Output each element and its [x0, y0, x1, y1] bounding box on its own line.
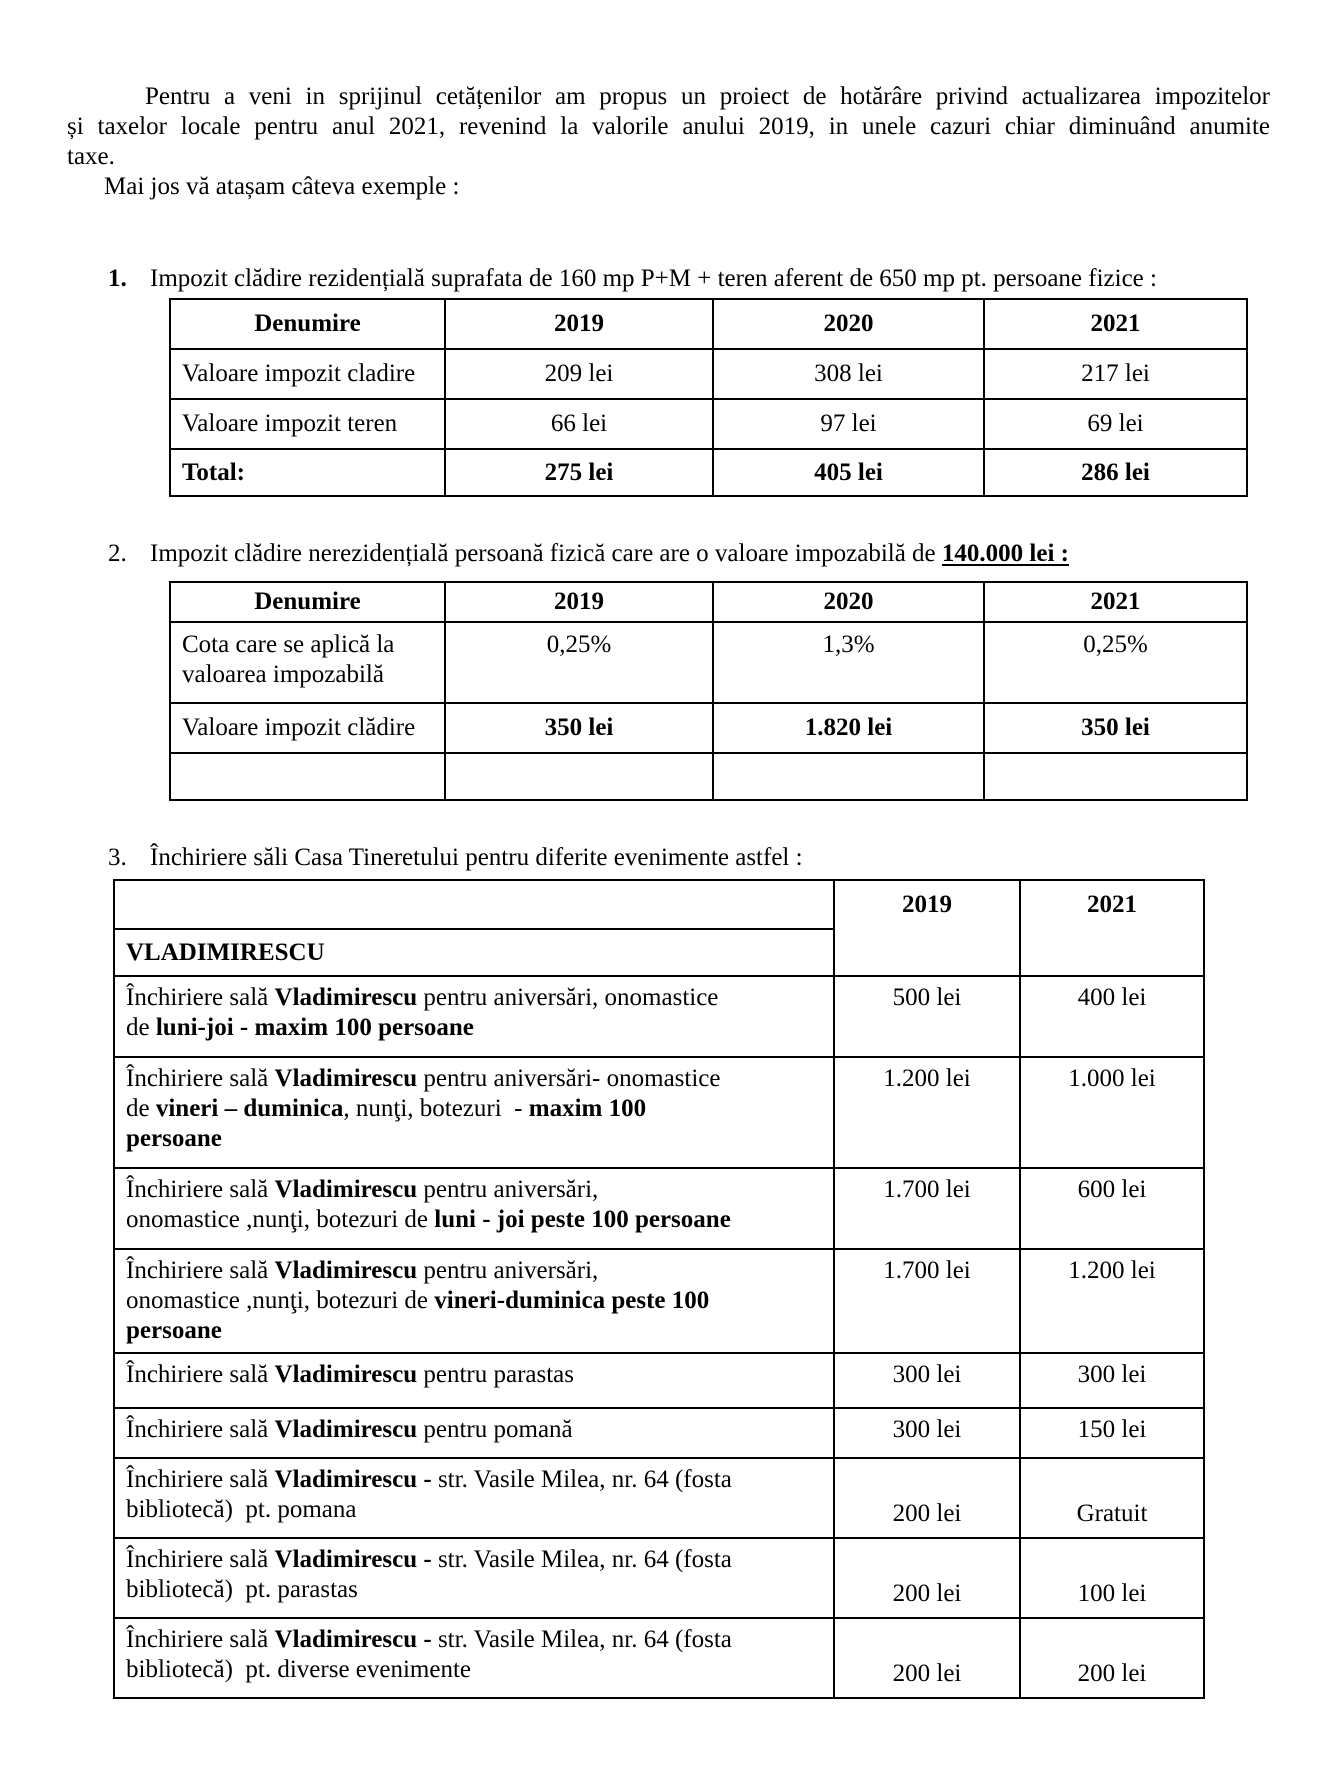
table3-row4-2021: 1.200 lei	[1020, 1249, 1204, 1353]
table1-header-2021: 2021	[984, 299, 1247, 349]
table3-row4-text: Închiriere sală Vladimirescu pentru aniversări, onomastice ,nunţi, botezuri de vineri-duminica peste 100 persoane	[114, 1249, 834, 1353]
list-item-1	[108, 264, 1270, 294]
table-row	[114, 1249, 1204, 1353]
table-row	[170, 622, 1247, 703]
table3-row1-2021: 400 lei	[1020, 976, 1204, 1057]
table3-row7-2019: 200 lei	[834, 1458, 1020, 1538]
table3-row7-2021: Gratuit	[1020, 1458, 1204, 1538]
table2-row2-label: Valoare impozit clădire	[170, 703, 445, 753]
table1-total-2020: 405 lei	[713, 449, 984, 496]
table3-row5-text: Închiriere sală Vladimirescu pentru parastas	[114, 1353, 834, 1408]
table2-row3-label	[170, 753, 445, 800]
table1-header-denumire: Denumire	[170, 299, 445, 349]
table3-row3-2019: 1.700 lei	[834, 1168, 1020, 1249]
table2-row2-2021: 350 lei	[984, 703, 1247, 753]
table3-row4-2019: 1.700 lei	[834, 1249, 1020, 1353]
table3-row5-2021: 300 lei	[1020, 1353, 1204, 1408]
table3-row2-text: Închiriere sală Vladimirescu pentru aniversări- onomastice de vineri – duminica, nunţi, botezuri - maxim 100 persoane	[114, 1057, 834, 1168]
table3-row2-2021: 1.000 lei	[1020, 1057, 1204, 1168]
table1-row1-2020: 308 lei	[713, 349, 984, 399]
table2-header-2021: 2021	[984, 582, 1247, 622]
table1-header-2020: 2020	[713, 299, 984, 349]
table1-header-2019: 2019	[445, 299, 713, 349]
table3-header-2019: 2019	[834, 880, 1020, 976]
table1-header-row	[170, 299, 1247, 349]
intro-paragraph	[67, 82, 1270, 172]
table2-row1-2021: 0,25%	[984, 622, 1247, 703]
table3-row9-2021: 200 lei	[1020, 1618, 1204, 1698]
table1-row2-2019: 66 lei	[445, 399, 713, 449]
table1-row2-label: Valoare impozit teren	[170, 399, 445, 449]
list-item-1-text: Impozit clădire rezidențială suprafata de 160 mp P+M + teren aferent de 650 mp pt. persoane fizice :	[150, 265, 1157, 292]
table3-row1-text: Închiriere sală Vladimirescu pentru aniversări, onomastice de luni-joi - maxim 100 persoane	[114, 976, 834, 1057]
table1-row2-2021: 69 lei	[984, 399, 1247, 449]
list-item-2-text-emphasis: 140.000 lei :	[941, 540, 1069, 567]
intro-paragraph-line-1: Pentru a veni in sprijinul cetățenilor am propus un proiect de hotărâre privind actualizarea impozitelor	[145, 83, 1270, 110]
table3-row3-text: Închiriere sală Vladimirescu pentru aniversări, onomastice ,nunţi, botezuri de luni - joi peste 100 persoane	[114, 1168, 834, 1249]
table3-header-empty-cell	[114, 880, 834, 929]
table-row	[170, 703, 1247, 753]
intro-paragraph-line-2: și taxelor locale pentru anul 2021, revenind la valorile anului 2019, in unele cazuri chiar diminuând anumite	[67, 113, 1270, 140]
list-item-2-text	[150, 539, 1270, 569]
list-item-3	[108, 843, 1270, 873]
table2-empty-row	[170, 753, 1247, 800]
table2-row2-2019: 350 lei	[445, 703, 713, 753]
list-item-3-text: Închiriere săli Casa Tineretului pentru diferite evenimente astfel :	[150, 844, 803, 871]
table3-header-row	[114, 880, 1204, 929]
table-row	[114, 976, 1204, 1057]
table2-row3-2019	[445, 753, 713, 800]
list-item-2-number: 2.	[108, 540, 127, 567]
table1-row1-2021: 217 lei	[984, 349, 1247, 399]
table2-header-row	[170, 582, 1247, 622]
table3-header-2021: 2021	[1020, 880, 1204, 976]
table3-row8-2021: 100 lei	[1020, 1538, 1204, 1618]
table3-row2-2019: 1.200 lei	[834, 1057, 1020, 1168]
list-item-2	[108, 539, 1270, 569]
table1-total-label: Total:	[170, 449, 445, 496]
table3-row9-text: Închiriere sală Vladimirescu - str. Vasile Milea, nr. 64 (fosta bibliotecă) pt. diverse evenimente	[114, 1618, 834, 1698]
table2-row2-2020: 1.820 lei	[713, 703, 984, 753]
table-row	[170, 349, 1247, 399]
table-row	[114, 1168, 1204, 1249]
table-row	[114, 1618, 1204, 1698]
hall-rental-table	[113, 879, 1205, 1699]
intro-paragraph-line-3: taxe.	[67, 143, 115, 170]
table3-group-label: VLADIMIRESCU	[114, 929, 834, 976]
table1-total-row	[170, 449, 1247, 496]
table1-row2-2020: 97 lei	[713, 399, 984, 449]
table1-total-2021: 286 lei	[984, 449, 1247, 496]
list-item-1-number: 1.	[108, 265, 127, 292]
table3-row6-2019: 300 lei	[834, 1408, 1020, 1458]
table2-row3-2020	[713, 753, 984, 800]
table-row	[114, 1408, 1204, 1458]
table3-row5-2019: 300 lei	[834, 1353, 1020, 1408]
table2-row1-label: Cota care se aplică la valoarea impozabilă	[170, 622, 445, 703]
table2-row1-2019: 0,25%	[445, 622, 713, 703]
table1-row1-label: Valoare impozit cladire	[170, 349, 445, 399]
table3-row6-text: Închiriere sală Vladimirescu pentru pomană	[114, 1408, 834, 1458]
table2-row3-2021	[984, 753, 1247, 800]
table1-total-2019: 275 lei	[445, 449, 713, 496]
examples-subtitle: Mai jos vă atașam câteva exemple :	[104, 173, 460, 200]
table1-row1-2019: 209 lei	[445, 349, 713, 399]
table-row	[114, 1057, 1204, 1168]
table3-row9-2019: 200 lei	[834, 1618, 1020, 1698]
table-row	[114, 1458, 1204, 1538]
list-item-3-number: 3.	[108, 844, 127, 871]
list-item-2-text-regular: Impozit clădire nerezidențială persoană fizică care are o valoare impozabilă de	[150, 540, 942, 567]
table3-row1-2019: 500 lei	[834, 976, 1020, 1057]
table2-header-denumire: Denumire	[170, 582, 445, 622]
nonresidential-tax-table	[169, 581, 1248, 801]
table-row	[170, 399, 1247, 449]
table2-header-2019: 2019	[445, 582, 713, 622]
table-row	[114, 1353, 1204, 1408]
table3-row8-2019: 200 lei	[834, 1538, 1020, 1618]
table3-row6-2021: 150 lei	[1020, 1408, 1204, 1458]
table2-header-2020: 2020	[713, 582, 984, 622]
table2-row1-2020: 1,3%	[713, 622, 984, 703]
table3-row3-2021: 600 lei	[1020, 1168, 1204, 1249]
table3-row7-text: Închiriere sală Vladimirescu - str. Vasile Milea, nr. 64 (fosta bibliotecă) pt. pomana	[114, 1458, 834, 1538]
residential-tax-table	[169, 298, 1248, 497]
table3-row8-text: Închiriere sală Vladimirescu - str. Vasile Milea, nr. 64 (fosta bibliotecă) pt. parastas	[114, 1538, 834, 1618]
table-row	[114, 1538, 1204, 1618]
